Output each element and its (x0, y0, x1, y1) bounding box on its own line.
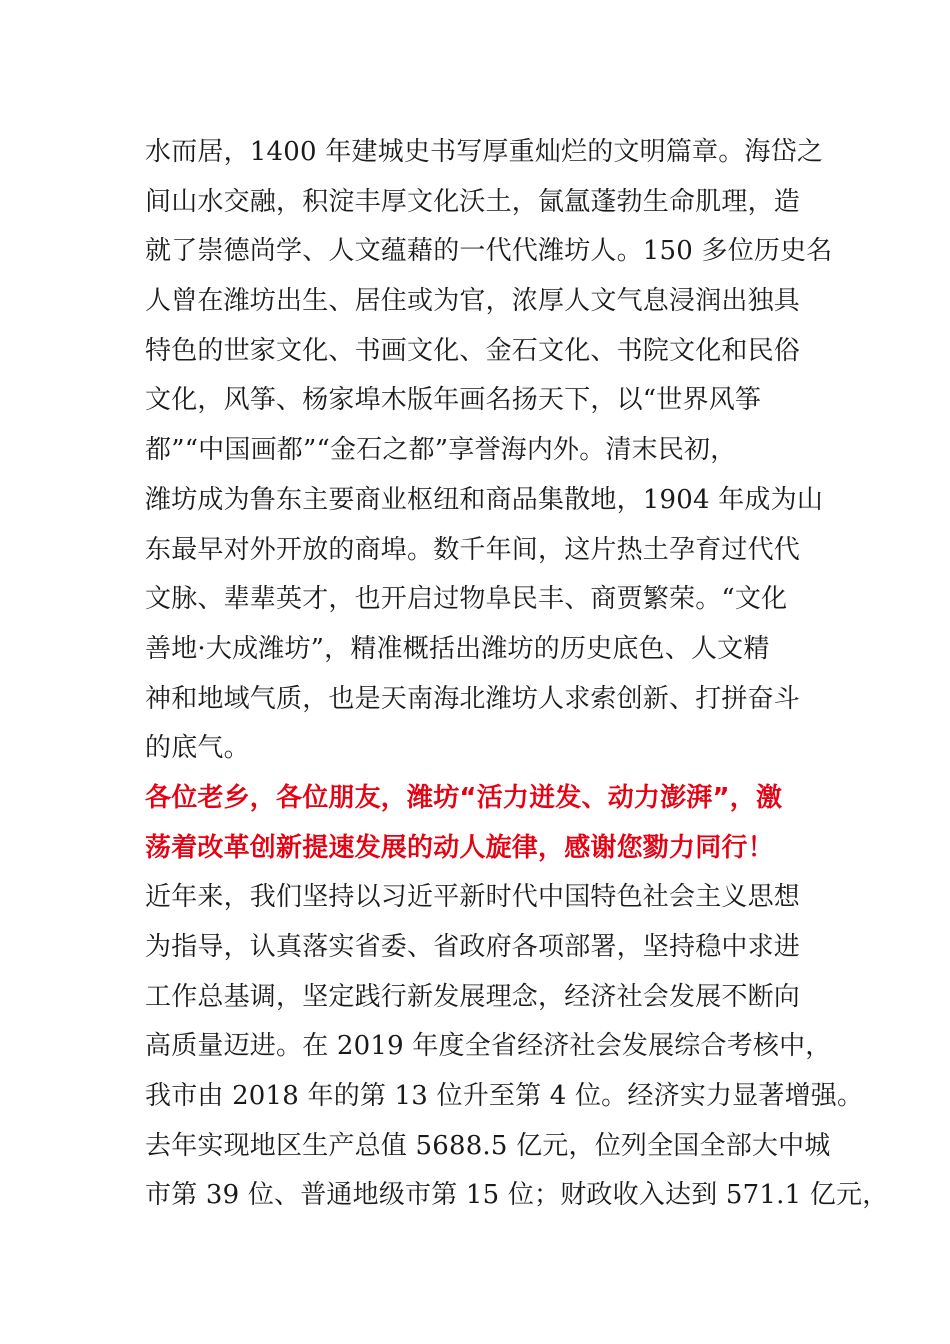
body-line: 文脉、辈辈英才，也开启过物阜民丰、商贾繁荣。“文化 (145, 584, 788, 615)
body-line: 我市由 2018 年的第 13 位升至第 4 位。经济实力显著增强。 (145, 1081, 864, 1112)
body-line: 为指导，认真落实省委、省政府各项部署，坚持稳中求进 (145, 932, 801, 962)
body-line: 特色的世家文化、书画文化、金石文化、书院文化和民俗 (145, 335, 801, 366)
body-line: 都”“中国画都”“金石之都”享誉海内外。清末民初， (145, 435, 737, 466)
highlight-line: 荡着改革创新提速发展的动人旋律，感谢您勠力同行！ (145, 832, 774, 863)
body-line: 潍坊成为鲁东主要商业枢纽和商品集散地，1904 年成为山 (145, 484, 824, 515)
highlight-line: 各位老乡，各位朋友，潍坊“活力迸发、动力澎湃”，激 (145, 782, 783, 813)
body-line: 神和地域气质，也是天南海北潍坊人求索创新、打拼奋斗 (145, 683, 801, 714)
body-line: 间山水交融，积淀丰厚文化沃土，氤氲蓬勃生命肌理，造 (145, 186, 801, 217)
body-line: 善地·大成潍坊”，精准概括出潍坊的历史底色、人文精 (145, 633, 770, 664)
body-line: 高质量迈进。在 2019 年度全省经济社会发展综合考核中， (145, 1031, 832, 1062)
body-line: 文化，风筝、杨家埠木版年画名扬天下，以“世界风筝 (145, 385, 762, 416)
body-line: 工作总基调，坚定践行新发展理念，经济社会发展不断向 (145, 981, 801, 1012)
body-line: 人曾在潍坊出生、居住或为官，浓厚人文气息浸润出独具 (145, 286, 801, 317)
body-line: 的底气。 (145, 733, 250, 764)
body-line: 就了崇德尚学、人文蕴藉的一代代潍坊人。150 多位历史名 (145, 236, 833, 267)
body-line: 水而居，1400 年建城史书写厚重灿烂的文明篇章。海岱之 (145, 137, 824, 167)
body-line: 东最早对外开放的商埠。数千年间，这片热土孕育过代代 (145, 534, 801, 565)
body-line: 市第 39 位、普通地级市第 15 位；财政收入达到 571.1 亿元， (145, 1180, 889, 1211)
body-line: 近年来，我们坚持以习近平新时代中国特色社会主义思想 (145, 882, 801, 913)
document-body (145, 128, 889, 1221)
body-line: 去年实现地区生产总值 5688.5 亿元，位列全国全部大中城 (145, 1130, 831, 1161)
